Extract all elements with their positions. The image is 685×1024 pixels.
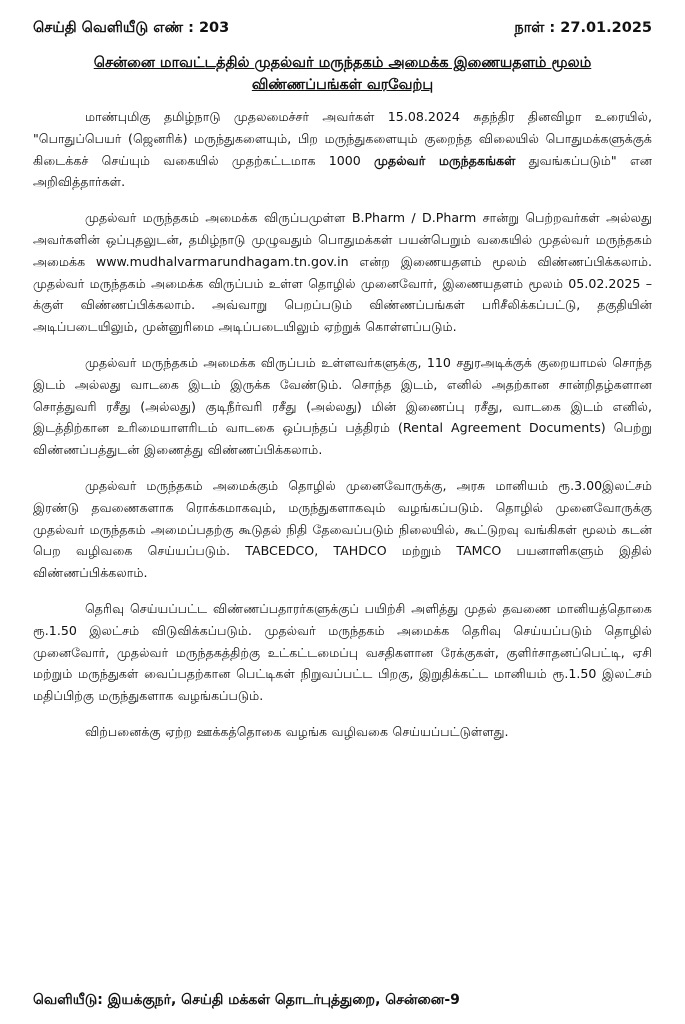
- paragraph-premises: முதல்வர் மருந்தகம் அமைக்க விருப்பம் உள்ளவர்களுக்கு, 110 சதுரஅடிக்குக் குறையாமல் சொந்த இடம் அல்லது வாடகை இடம் இருக்க வேண்டும். சொந்த இடம், எனில் அதற்கான சான்றிதழ்களான சொத்துவரி ரசீது (அல்லது) குடிநீர்வரி ரசீது (அல்லது) மின் இணைப்பு ரசீது, வாடகை இடம் எனில், இடத்திற்கான உரிமையாளரிடம் வாடகை ஒப்பந்தப் பத்திரம் (Rental Agreement Documents) பெற்று விண்ணப்பத்துடன் இணைத்து விண்ணப்பிக்கலாம்.: [33, 354, 652, 458]
- release-footer: வெளியீடு: இயக்குநர், செய்தி மக்கள் தொடர்புத்துறை, சென்னை-9: [33, 992, 460, 1008]
- release-number: செய்தி வெளியீடு எண் : 203: [33, 20, 230, 36]
- paragraph-subsidy: முதல்வர் மருந்தகம் அமைக்கும் தொழில் முனைவோருக்கு, அரசு மானியம் ரூ.3.00இலட்சம் இரண்டு தவணைகளாக ரொக்கமாகவும், மருந்துகளாகவும் வழங்கப்படும். தொழில் முனைவோருக்கு முதல்வர் மருந்தகம் அமைப்பதற்கு கூடுதல் நிதி தேவைப்படும் நிலையில், கூட்டுறவு வங்கிகள் மூலம் கடன் பெற வழிவகை செய்யப்படும். TABCEDCO, TAHDCO மற்றும் TAMCO பயனாளிகளும் இதில் விண்ணப்பிக்கலாம்.: [33, 477, 652, 581]
- paragraph-incentive: விற்பனைக்கு ஏற்ற ஊக்கத்தொகை வழங்க வழிவகை செய்யப்பட்டுள்ளது.: [85, 723, 509, 739]
- header-row: [33, 0, 652, 38]
- title-line-1: சென்னை மாவட்டத்தில் முதல்வர் மருந்தகம் அமைக்க இணையதளம் மூலம்: [93, 55, 592, 71]
- paragraph-eligibility: முதல்வர் மருந்தகம் அமைக்க விருப்பமுள்ள B.Pharm / D.Pharm சான்று பெற்றவர்கள் அல்லது அவர்களின் ஒப்புதலுடன், தமிழ்நாடு முழுவதும் பொதுமக்கள் பயன்பெறும் வகையில் முதல்வர் மருந்தகம் அமைக்க www.mudhalvarmarundhagam.tn.gov.in என்ற இணையதளம் மூலம் விண்ணப்பிக்கலாம். முதல்வர் மருந்தகம் அமைக்க விருப்பம் உள்ள தொழில் முனைவோர், இணையதளம் மூலம் 05.02.2025 –க்குள் விண்ணப்பிக்கலாம். அவ்வாறு பெறப்படும் விண்ணப்பங்கள் பரிசீலிக்கப்பட்டு, தகுதியின் அடிப்படையிலும், முன்னுரிமை அடிப்படையிலும் ஏற்றுக் கொள்ளப்படும்.: [33, 210, 652, 335]
- release-date: நாள் : 27.01.2025: [514, 20, 652, 36]
- paragraph-announcement-bold: முதல்வர் மருந்தகங்கள்: [374, 152, 516, 168]
- paragraph-training: தெரிவு செய்யப்பட்ட விண்ணப்பதாரர்களுக்குப் பயிற்சி அளித்து முதல் தவணை மானியத்தொகை ரூ.1.50 இலட்சம் விடுவிக்கப்படும். முதல்வர் மருந்தகம் அமைக்க தெரிவு செய்யப்படும் தொழில் முனைவோர், முதல்வர் மருந்தகத்திற்கு உட்கட்டமைப்பு வசதிகளான ரேக்குகள், குளிர்சாதனப்பெட்டி, ஏசி மற்றும் மருந்துகள் வைப்பதற்கான பெட்டிகள் நிறுவப்பட்ட பிறகு, இறுதிக்கட்ட மானியம் ரூ.1.50 இலட்சம் மதிப்பிற்கு மருந்துகளாக வழங்கப்படும்.: [33, 600, 652, 704]
- paragraph-announcement-end: துவங்கப்படும்" என அறிவித்தார்கள்.: [33, 152, 652, 190]
- paragraph-announcement-text: மாண்புமிகு தமிழ்நாடு முதலமைச்சர் அவர்கள் 15.08.2024 சுதந்திர தினவிழா உரையில், "பொதுப்பெயர் (ஜெனரிக்) மருந்துகளையும், பிற மருந்துகளையும் குறைந்த விலையில் பொதுமக்களுக்குக் கிடைக்கச் செய்யும் வகையில் முதற்கட்டமாக 1000: [33, 109, 652, 168]
- document-title: [33, 52, 652, 96]
- paragraph-announcement: [33, 106, 652, 193]
- title-line-2: விண்ணப்பங்கள் வரவேற்பு: [251, 77, 434, 93]
